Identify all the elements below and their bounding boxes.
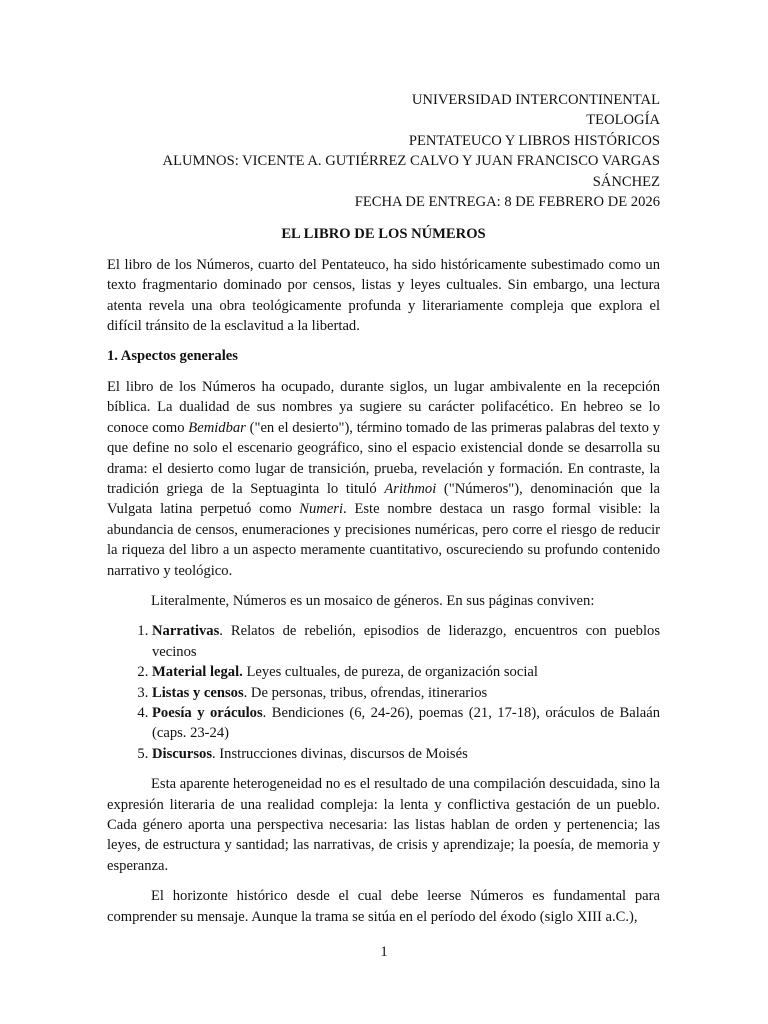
section-paragraph-names bbox=[107, 377, 660, 581]
list-item-term: Discursos bbox=[152, 745, 212, 762]
list-item-separator: . bbox=[243, 684, 251, 701]
intro-paragraph: El libro de los Números, cuarto del Pentateuco, ha sido históricamente subestimado como un texto fragmentario dominado por censos, listas y leyes cultuales. Sin embargo, una lectura atenta revela una obra teológicamente profunda y literariamente compleja que explora el difícil tránsito de la esclavitud a la libertad. bbox=[107, 256, 660, 335]
list-item-description: Relatos de rebelión, episodios de liderazgo, encuentros con pueblos vecinos bbox=[152, 623, 661, 660]
list-item-separator: . bbox=[219, 623, 231, 640]
list-item-term: Poesía y oráculos bbox=[152, 704, 263, 721]
document-title: EL LIBRO DE LOS NÚMEROS bbox=[281, 226, 486, 243]
list-intro-paragraph: Literalmente, Números es un mosaico de géneros. En sus páginas conviven: bbox=[151, 592, 595, 609]
list-item-description: De personas, tribus, ofrendas, itinerarios bbox=[250, 684, 488, 701]
italic-term-numeri: Numeri bbox=[299, 501, 344, 518]
header-university: UNIVERSIDAD INTERCONTINENTAL bbox=[411, 92, 660, 108]
text-run: . Este nombre destaca un rasgo formal visible: la abundancia de censos, enumeraciones y precisiones numéricas, pero corre el riesgo de reducir la riqueza del libro a un aspecto meramente cuantitativo, oscureciendo su profundo contenido narrativo y teológico. bbox=[107, 501, 660, 579]
header-students: ALUMNOS: VICENTE A. GUTIÉRREZ CALVO Y JUAN FRANCISCO VARGAS SÁNCHEZ bbox=[162, 153, 660, 190]
genres-list bbox=[107, 621, 660, 764]
list-item-separator: . bbox=[212, 745, 220, 762]
heterogeneity-paragraph: Esta aparente heterogeneidad no es el resultado de una compilación descuidada, sino la expresión literaria de una realidad compleja: la lenta y conflictiva gestación de un pueblo. Cada género aporta una perspectiva necesaria: las listas hablan de orden y pertenencia; las leyes, de estructura y santidad; las narrativas, de crisis y aprendizaje; la poesía, de memoria y esperanza. bbox=[107, 776, 660, 874]
list-item bbox=[152, 683, 660, 703]
list-item bbox=[152, 703, 660, 744]
list-item-description: Instrucciones divinas, discursos de Moisés bbox=[219, 745, 468, 762]
list-item-description: Leyes cultuales, de pureza, de organización social bbox=[246, 664, 538, 681]
page-number: 1 bbox=[380, 944, 388, 960]
list-item-term: Narrativas bbox=[152, 623, 220, 640]
header-due-date: FECHA DE ENTREGA: 8 DE FEBRERO DE 2026 bbox=[354, 194, 660, 211]
list-item-term: Listas y censos bbox=[152, 684, 244, 701]
list-item-separator: . bbox=[262, 704, 272, 721]
document-header bbox=[107, 90, 660, 212]
header-department: TEOLOGÍA bbox=[586, 112, 660, 129]
list-item bbox=[152, 744, 660, 764]
document-page bbox=[107, 90, 660, 937]
italic-term-bemidbar: Bemidbar bbox=[188, 419, 246, 436]
list-item bbox=[152, 662, 660, 682]
list-item-description: Bendiciones (6, 24-26), poemas (21, 17-18), oráculos de Balaán (caps. 23-24) bbox=[152, 704, 660, 742]
list-item bbox=[152, 621, 660, 662]
section-heading: 1. Aspectos generales bbox=[107, 348, 238, 365]
header-course: PENTATEUCO Y LIBROS HISTÓRICOS bbox=[408, 132, 660, 149]
text-run: ("Números"), denominación que la Vulgata latina perpetuó como bbox=[107, 480, 660, 518]
text-run: ("en el desierto"), término tomado de las primeras palabras del texto y que define no solo el escenario geográfico, sino el espacio existencial donde se desarrolla su drama: el desierto como lugar de transición, prueba, revelación y formación. En contraste, la tradición griega de la Septuaginta lo tituló bbox=[107, 419, 661, 497]
list-item-term: Material legal. bbox=[152, 664, 243, 681]
text-run: El libro de los Números ha ocupado, durante siglos, un lugar ambivalente en la recepción bíblica. La dualidad de sus nombres ya sugiere su carácter polifacético. En hebreo se lo conoce como bbox=[107, 378, 660, 436]
italic-term-arithmoi: Arithmoi bbox=[384, 480, 437, 497]
historical-horizon-paragraph: El horizonte histórico desde el cual debe leerse Números es fundamental para comprender su mensaje. Aunque la trama se sitúa en el período del éxodo (siglo XIII a.C.), bbox=[107, 888, 660, 925]
